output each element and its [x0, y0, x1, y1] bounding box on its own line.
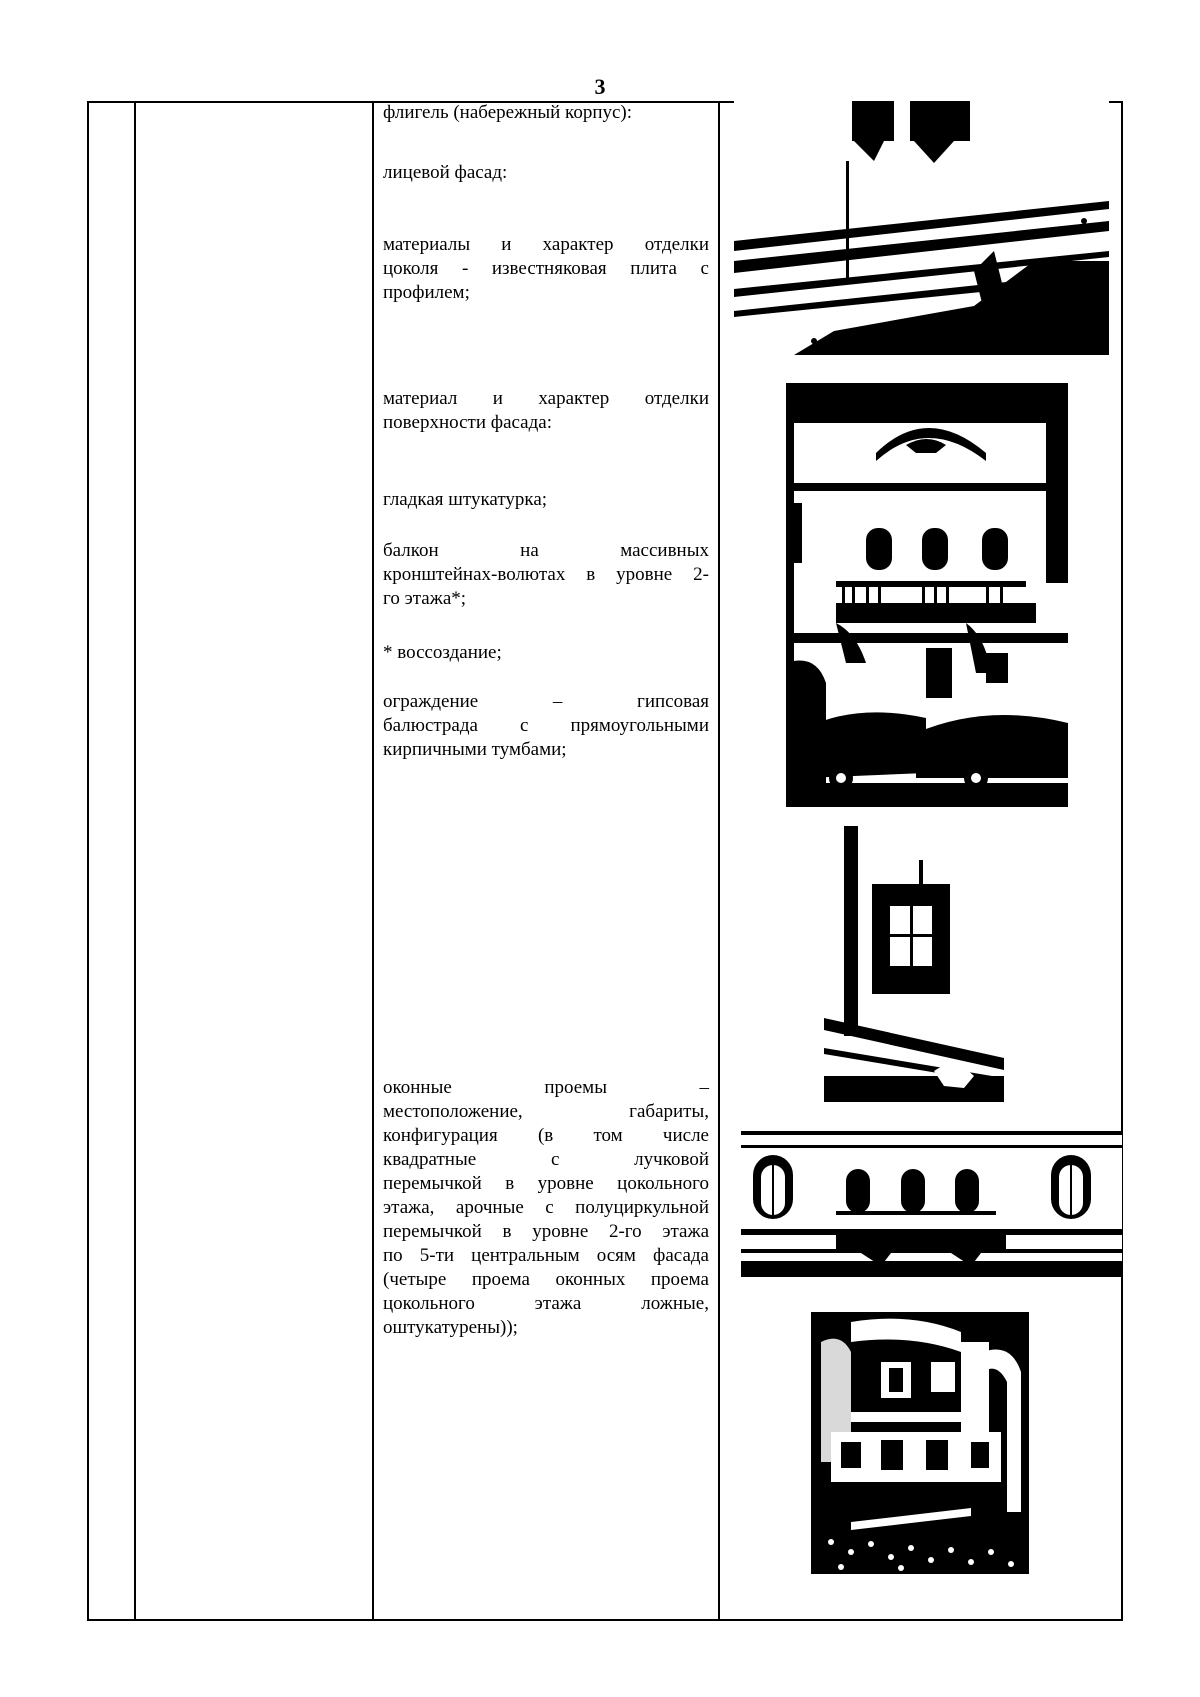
text-line: кирпичными тумбами;	[383, 739, 567, 760]
text-line: ограждение – гипсовая	[383, 691, 709, 712]
page-number: 3	[594, 74, 606, 99]
column-divider	[372, 103, 374, 1619]
plinth-photo	[734, 101, 1109, 355]
text-line: квадратные с лучковой	[383, 1149, 709, 1170]
wing-heading: флигель (набережный корпус):	[383, 102, 633, 123]
text-line: поверхности фасада:	[383, 412, 552, 433]
balcony-facade-photo	[786, 383, 1068, 807]
text-line: кронштейнах-волютах в уровне 2-	[383, 564, 709, 585]
text-line: материал и характер отделки	[383, 388, 709, 409]
text-line: балкон на массивных	[383, 540, 709, 561]
plinth-materials	[383, 233, 709, 305]
window-detail-photo	[824, 826, 1004, 1102]
text-line: перемычкой в уровне цокольного	[383, 1173, 709, 1194]
balcony-text	[383, 539, 709, 611]
surface-materials	[383, 387, 709, 435]
plaster-text: гладкая штукатурка;	[383, 489, 548, 510]
text-line: конфигурация (в том числе	[383, 1125, 709, 1146]
window-openings-text	[383, 1076, 709, 1340]
text-line: перемычкой в уровне 2-го этажа	[383, 1221, 709, 1242]
text-line: оштукатурены));	[383, 1317, 518, 1338]
text-line: профилем;	[383, 282, 470, 303]
text-line: местоположение, габариты,	[383, 1101, 709, 1122]
column-divider	[718, 103, 720, 1619]
text-line: цокольного этажа ложные,	[383, 1293, 709, 1314]
railing-text	[383, 690, 709, 762]
text-line: материалы и характер отделки	[383, 234, 709, 255]
text-line: по 5-ти центральным осям фасада	[383, 1245, 709, 1266]
front-facade-label: лицевой фасад:	[383, 162, 508, 183]
text-line: (четыре проема оконных проема	[383, 1269, 709, 1290]
text-line: оконные проемы –	[383, 1077, 709, 1098]
text-line: балюстрада с прямоугольными	[383, 715, 709, 736]
full-facade-photo	[741, 1131, 1122, 1277]
recreation-note: * воссоздание;	[383, 642, 502, 663]
text-line: этажа, арочные с полуциркульной	[383, 1197, 709, 1218]
arch-perspective-photo	[811, 1312, 1029, 1574]
column-divider	[134, 103, 136, 1619]
text-line: цоколя - известняковая плита с	[383, 258, 709, 279]
text-line: го этажа*;	[383, 588, 467, 609]
